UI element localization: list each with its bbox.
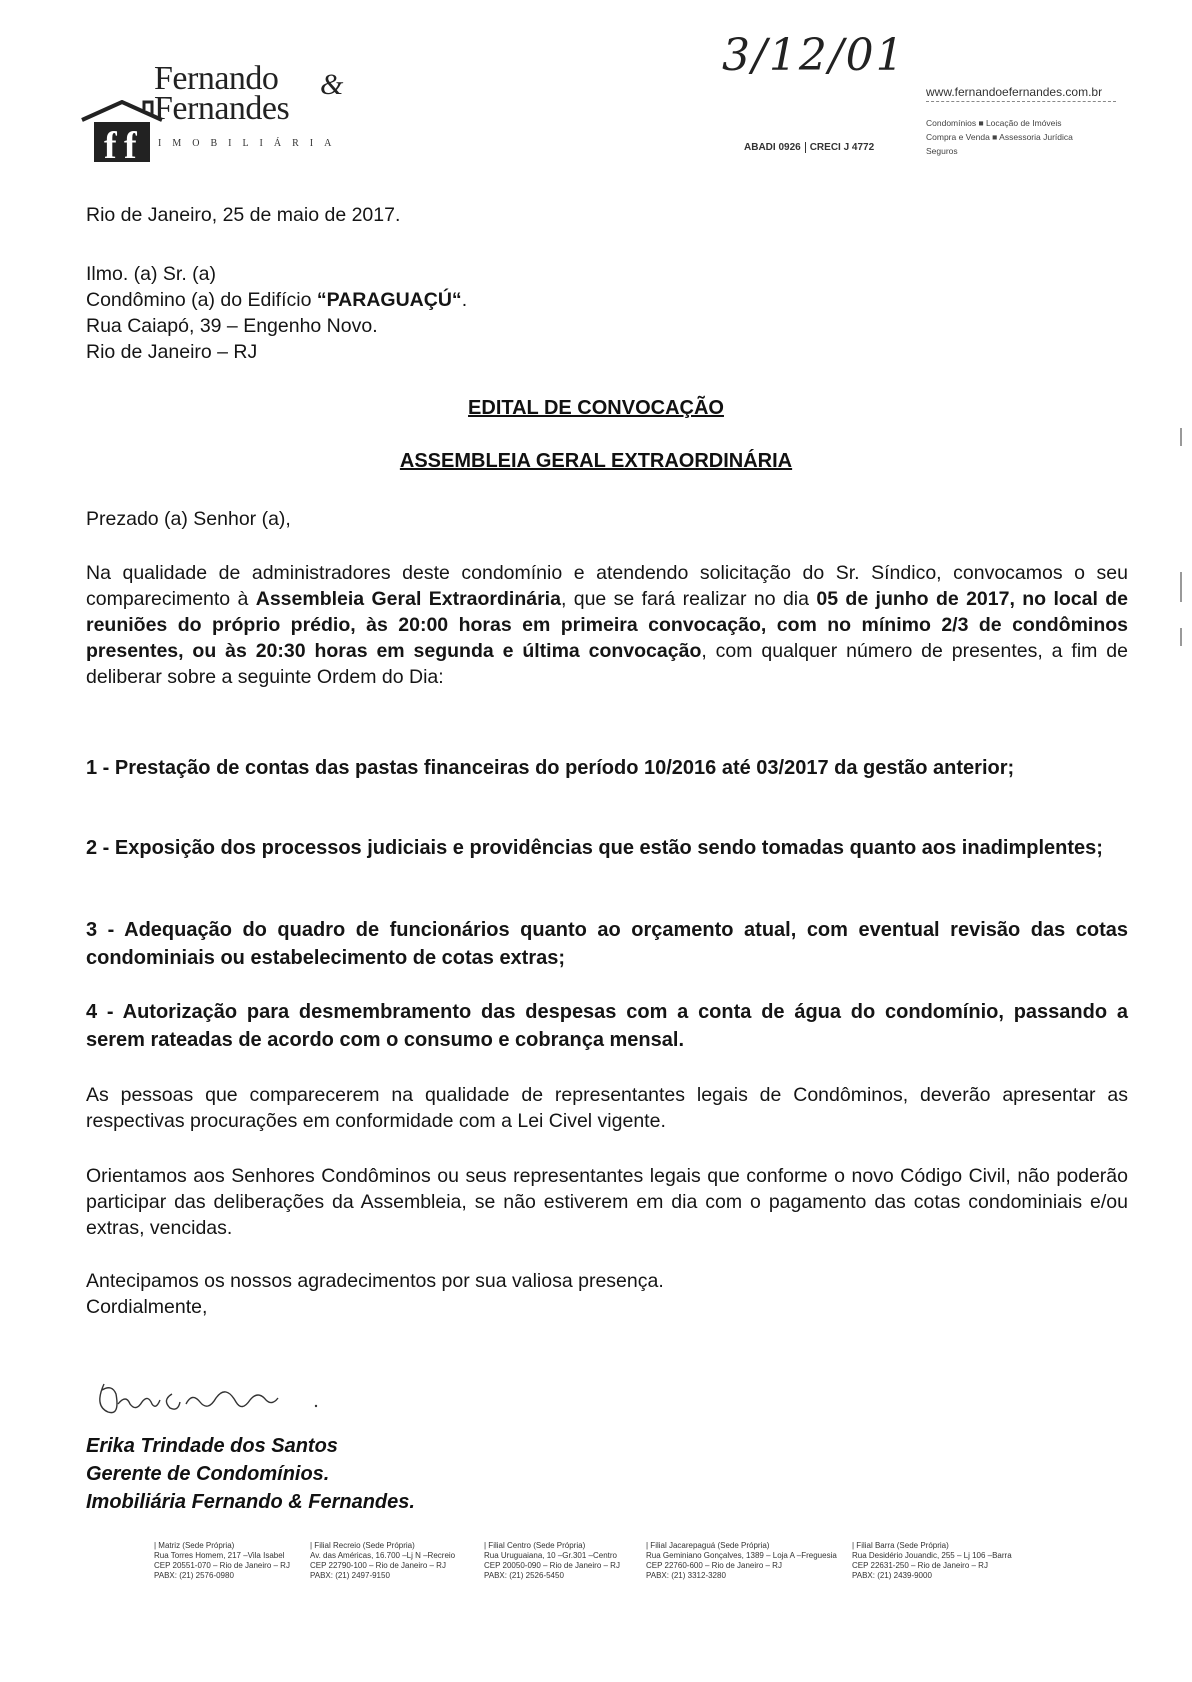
services-list (926, 116, 1073, 158)
address-line (86, 287, 467, 313)
office-phone: PABX: (21) 2526-5450 (484, 1571, 564, 1580)
signer-company: Imobiliária Fernando & Fernandes. (86, 1491, 415, 1513)
body-text: Na qualidade de administradores deste condomínio e atendendo solicitação do Sr. Síndico, convocamos o seu comparecimento à (86, 562, 1128, 610)
building-name: “PARAGUAÇÚ“ (316, 289, 462, 311)
document-title: EDITAL DE CONVOCAÇÃO (468, 397, 724, 419)
services-line: Seguros (926, 146, 958, 156)
office-phone: PABX: (21) 2439-9000 (852, 1571, 932, 1580)
closing-block (86, 1268, 1128, 1320)
office-street: Av. das Américas, 16.700 –Lj N –Recreio (310, 1551, 456, 1560)
body-paragraph (86, 560, 1128, 690)
agenda-item: 4 - Autorização para desmembramento das despesas com a conta de água do condomínio, passando a serem rateadas de acordo com o consumo e cobrança mensal. (86, 1001, 1128, 1051)
greeting: Prezado (a) Senhor (a), (86, 508, 291, 530)
handwritten-note: 3/12/01 (722, 30, 906, 81)
office-title: | Matriz (Sede Própria) (154, 1541, 235, 1550)
scan-mark (1180, 572, 1182, 602)
services-line: Condomínios ■ Locação de Imóveis (926, 118, 1062, 128)
office-address (852, 1541, 1012, 1581)
svg-text:f: f (104, 125, 117, 164)
office-cep: CEP 20551-070 – Rio de Janeiro – RJ (154, 1561, 290, 1570)
meeting-details: 05 de junho de 2017, no local de reuniões do próprio prédio, às 20:00 horas em primeira convocação, com no mínimo 2/3 de condôminos presentes, ou às 20:30 horas em segunda e última convocação (86, 588, 1129, 662)
registration-numbers (744, 142, 874, 153)
creci-number: CRECI J 4772 (809, 142, 875, 153)
handwritten-signature (90, 1376, 330, 1424)
document-subtitle: ASSEMBLEIA GERAL EXTRAORDINÁRIA (399, 450, 793, 472)
office-address (154, 1541, 290, 1581)
address-line: Ilmo. (a) Sr. (a) (86, 263, 217, 285)
office-cep: CEP 22631-250 – Rio de Janeiro – RJ (852, 1561, 988, 1570)
office-title: | Filial Jacarepaguá (Sede Própria) (646, 1541, 770, 1550)
agenda-item: 3 - Adequação do quadro de funcionários quanto ao orçamento atual, com eventual revisão das cotas condominiais ou estabelecimento de cotas extras; (86, 919, 1128, 969)
office-title: | Filial Recreio (Sede Própria) (310, 1541, 415, 1550)
office-address (646, 1541, 837, 1581)
body-text: , que se fará realizar no dia (560, 588, 817, 610)
office-cep: CEP 22790-100 – Rio de Janeiro – RJ (310, 1561, 446, 1570)
address-line: Rio de Janeiro – RJ (86, 341, 258, 363)
recipient-address (86, 261, 467, 365)
office-phone: PABX: (21) 2497-9150 (310, 1571, 390, 1580)
office-cep: CEP 22760-600 – Rio de Janeiro – RJ (646, 1561, 782, 1570)
office-title: | Filial Barra (Sede Própria) (852, 1541, 949, 1550)
scan-mark (1180, 428, 1182, 446)
scan-mark (1180, 628, 1182, 646)
office-phone: PABX: (21) 3312-3280 (646, 1571, 726, 1580)
brand-ampersand: & (320, 68, 344, 101)
signer-block (86, 1432, 415, 1516)
company-logo (70, 60, 370, 170)
office-address (484, 1541, 620, 1581)
closing-text: Cordialmente, (86, 1296, 208, 1318)
website-link[interactable]: www.fernandoefernandes.com.br (926, 85, 1103, 99)
office-cep: CEP 20050-090 – Rio de Janeiro – RJ (484, 1561, 620, 1570)
brand-line2: Fernandes (154, 90, 290, 127)
divider (926, 101, 1116, 102)
office-address (310, 1541, 455, 1581)
address-text: Condômino (a) do Edifício (86, 289, 317, 311)
office-street: Rua Desidério Jouandic, 255 – Lj 106 –Barra (852, 1551, 1012, 1560)
signer-name: Erika Trindade dos Santos (86, 1435, 338, 1457)
brand-subtitle: IMOBILIÁRIA (158, 138, 343, 149)
office-phone: PABX: (21) 2576-0980 (154, 1571, 234, 1580)
body-bold: Assembleia Geral Extraordinária (255, 588, 561, 610)
office-street: Rua Uruguaiana, 10 –Gr.301 –Centro (484, 1551, 617, 1560)
office-street: Rua Geminiano Gonçalves, 1389 – Loja A –Freguesia (646, 1551, 837, 1560)
agenda-item: 1 - Prestação de contas das pastas financeiras do período 10/2016 até 03/2017 da gestão anterior; (86, 757, 1015, 779)
house-logo-icon (80, 100, 164, 164)
office-title: | Filial Centro (Sede Própria) (484, 1541, 586, 1550)
svg-text:f: f (124, 125, 137, 164)
abadi-number: ABADI 0926 (744, 142, 801, 153)
letter-date: Rio de Janeiro, 25 de maio de 2017. (86, 204, 401, 226)
address-text: . (461, 289, 468, 311)
body-paragraph: Orientamos aos Senhores Condôminos ou seus representantes legais que conforme o novo Código Civil, não poderão participar das deliberações da Assembleia, se não estiverem em dia com o pagamento das cotas condominiais e/ou extras, vencidas. (86, 1165, 1128, 1239)
office-street: Rua Torres Homem, 217 –Vila Isabel (154, 1551, 285, 1560)
brand-line1: Fernando (154, 60, 279, 97)
thanks-text: Antecipamos os nossos agradecimentos por sua valiosa presença. (86, 1270, 664, 1292)
signer-role: Gerente de Condomínios. (86, 1463, 330, 1485)
address-line: Rua Caiapó, 39 – Engenho Novo. (86, 315, 378, 337)
body-text: , com qualquer número de presentes, a fim de deliberar sobre a seguinte Ordem do Dia: (86, 640, 1128, 688)
body-paragraph: As pessoas que comparecerem na qualidade de representantes legais de Condôminos, deverão apresentar as respectivas procurações em conformidade com a Lei Civel vigente. (86, 1084, 1128, 1132)
services-line: Compra e Venda ■ Assessoria Jurídica (926, 132, 1073, 142)
agenda-item: 2 - Exposição dos processos judiciais e providências que estão sendo tomadas quanto aos inadimplentes; (86, 837, 1103, 859)
